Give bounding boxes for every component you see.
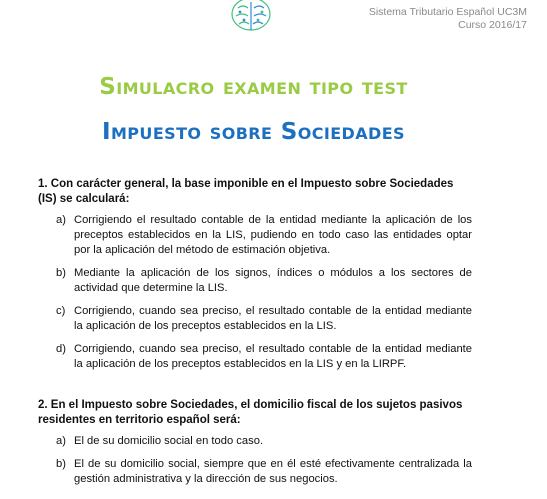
header-course-year: Curso 2016/17 xyxy=(458,19,527,31)
question-text: 2. En el Impuesto sobre Sociedades, el domicilio fiscal de los sujetos pasivos residentes en territorio español será: xyxy=(38,399,463,426)
question-2 xyxy=(38,398,472,487)
option-text: Corrigiendo, cuando sea preciso, el resultado contable de la entidad mediante la aplicación de los preceptos establecidos en la LIS y en la LIRPF. xyxy=(74,343,472,370)
option-letter: d) xyxy=(56,343,66,355)
option-text: El de su domicilio social en todo caso. xyxy=(74,435,264,447)
option-1c[interactable] xyxy=(38,304,472,334)
option-1a[interactable] xyxy=(38,213,472,258)
header-course-name: Sistema Tributario Español UC3M xyxy=(368,6,527,18)
question-text: 1. Con carácter general, la base imponible en el Impuesto sobre Sociedades (IS) se calculará: xyxy=(38,178,454,205)
option-text: El de su domicilio social, siempre que en él esté efectivamente centralizada la gestión administrativa y la dirección de sus negocios. xyxy=(74,458,472,485)
option-text: Corrigiendo, cuando sea preciso, el resultado contable de la entidad mediante la aplicación de los preceptos establecidos en la LIS. xyxy=(74,305,472,332)
question-list xyxy=(38,177,472,495)
option-letter: b) xyxy=(56,458,66,470)
option-letter: b) xyxy=(56,267,66,279)
brain-icon xyxy=(230,0,272,34)
option-letter: a) xyxy=(56,214,66,226)
option-text: Mediante la aplicación de los signos, índices o módulos a los sectores de actividad que determine la LIS. xyxy=(74,267,472,294)
header-info xyxy=(369,6,527,32)
option-1d[interactable] xyxy=(38,342,472,372)
option-text: Corrigiendo el resultado contable de la entidad mediante la aplicación de los preceptos establecidos en la LIS, pudiendo en todo caso las entidades optar por la aplicación del método de estimación objetiva. xyxy=(74,214,472,256)
option-letter: c) xyxy=(56,305,66,317)
option-2b[interactable] xyxy=(38,457,472,487)
option-2a[interactable] xyxy=(38,434,472,449)
option-letter: a) xyxy=(56,435,66,447)
page-subtitle: Impuesto sobre Sociedades xyxy=(102,119,405,145)
option-1b[interactable] xyxy=(38,266,472,296)
question-1 xyxy=(38,177,472,372)
page-title: Simulacro examen tipo test xyxy=(99,74,408,100)
